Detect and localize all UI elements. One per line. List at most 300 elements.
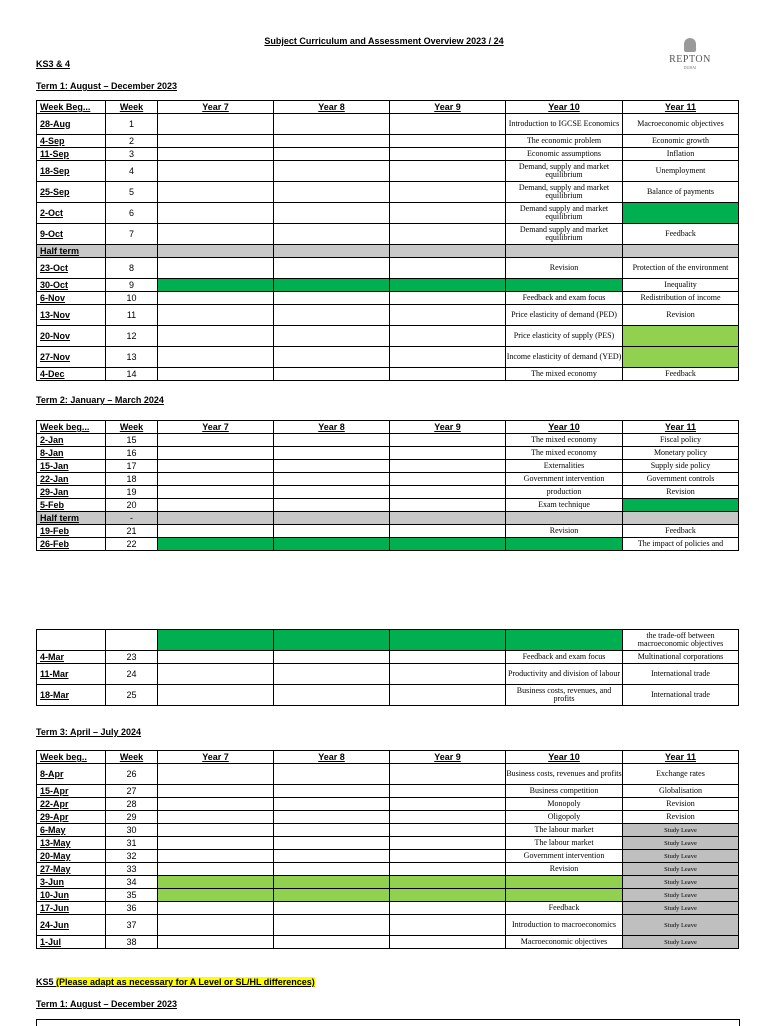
year10-cell: The mixed economy (506, 368, 623, 381)
year7-cell (158, 525, 274, 538)
header-week-beg: Week beg.. (37, 751, 106, 764)
week-date: 8-Apr (37, 764, 106, 785)
week-number: 11 (106, 305, 158, 326)
year7-cell (158, 685, 274, 706)
year9-cell (390, 798, 506, 811)
week-number: 35 (106, 889, 158, 902)
year10-cell: Revision (506, 525, 623, 538)
table-row (37, 889, 739, 902)
year7-cell (158, 224, 274, 245)
year9-cell (390, 824, 506, 837)
header-year10: Year 10 (506, 101, 623, 114)
year10-cell (506, 245, 623, 258)
term3-heading: Term 3: April – July 2024 (36, 727, 142, 737)
week-number: 1 (106, 114, 158, 135)
year11-cell: Globalisation (623, 785, 739, 798)
table-row (37, 764, 739, 785)
year8-cell (274, 368, 390, 381)
year8-cell (274, 798, 390, 811)
year10-cell: Demand, supply and market equilibrium (506, 182, 623, 203)
table-row (37, 824, 739, 837)
week-number: 22 (106, 538, 158, 551)
week-date: 6-May (37, 824, 106, 837)
week-date: 23-Oct (37, 258, 106, 279)
table-row (37, 651, 739, 664)
year9-cell (390, 434, 506, 447)
table-row (37, 203, 739, 224)
week-number: 19 (106, 486, 158, 499)
table-row (37, 305, 739, 326)
year11-cell: Fiscal policy (623, 434, 739, 447)
year11-cell: Study Leave (623, 863, 739, 876)
year10-cell: Income elasticity of demand (YED) (506, 347, 623, 368)
year11-cell: The impact of policies and (623, 538, 739, 551)
year7-cell (158, 135, 274, 148)
year10-cell: Monopoly (506, 798, 623, 811)
week-number: 17 (106, 460, 158, 473)
year10-cell: Government intervention (506, 473, 623, 486)
year8-cell (274, 850, 390, 863)
table-row (37, 837, 739, 850)
year8-cell (274, 902, 390, 915)
table-row (37, 850, 739, 863)
week-date: 24-Jun (37, 915, 106, 936)
year10-cell: Business costs, revenues and profits (506, 764, 623, 785)
week-date: 18-Sep (37, 161, 106, 182)
week-number: - (106, 512, 158, 525)
header-week-beg: Week beg... (37, 421, 106, 434)
week-number: 27 (106, 785, 158, 798)
year10-cell: Revision (506, 863, 623, 876)
week-number: 37 (106, 915, 158, 936)
year7-cell (158, 889, 274, 902)
year8-cell (274, 460, 390, 473)
year7-cell (158, 161, 274, 182)
week-number: 16 (106, 447, 158, 460)
week-number: 26 (106, 764, 158, 785)
year9-cell (390, 326, 506, 347)
year8-cell (274, 258, 390, 279)
week-number: 24 (106, 664, 158, 685)
year11-cell: Study Leave (623, 824, 739, 837)
header-year11: Year 11 (623, 751, 739, 764)
week-date: 22-Jan (37, 473, 106, 486)
year9-cell (390, 512, 506, 525)
year8-cell (274, 685, 390, 706)
table-row (37, 785, 739, 798)
year7-cell (158, 182, 274, 203)
week-number: 34 (106, 876, 158, 889)
year7-cell (158, 434, 274, 447)
year10-cell: The mixed economy (506, 434, 623, 447)
year9-cell (390, 785, 506, 798)
table-row (37, 368, 739, 381)
year10-cell: The economic problem (506, 135, 623, 148)
header-year10: Year 10 (506, 421, 623, 434)
year8-cell (274, 292, 390, 305)
year9-cell (390, 630, 506, 651)
year8-cell (274, 148, 390, 161)
year8-cell (274, 664, 390, 685)
year8-cell (274, 182, 390, 203)
week-date: 17-Jun (37, 902, 106, 915)
week-date: 2-Oct (37, 203, 106, 224)
week-date: 27-Nov (37, 347, 106, 368)
logo-subtitle: DUBAI (683, 65, 697, 70)
year7-cell (158, 486, 274, 499)
table-row (37, 811, 739, 824)
week-number: 25 (106, 685, 158, 706)
table-row (37, 447, 739, 460)
header-year11: Year 11 (623, 421, 739, 434)
table-row (37, 292, 739, 305)
year9-cell (390, 473, 506, 486)
year10-cell: Price elasticity of supply (PES) (506, 326, 623, 347)
year8-cell (274, 434, 390, 447)
year10-cell: Introduction to macroeconomics (506, 915, 623, 936)
year8-cell (274, 651, 390, 664)
year10-cell (506, 889, 623, 902)
year7-cell (158, 305, 274, 326)
year9-cell (390, 850, 506, 863)
week-date: 15-Jan (37, 460, 106, 473)
table-row (37, 876, 739, 889)
year8-cell (274, 863, 390, 876)
week-number: 28 (106, 798, 158, 811)
week-date: 4-Dec (37, 368, 106, 381)
ks5-note: (Please adapt as necessary for A Level or SL/HL differences) (56, 977, 315, 987)
table-row (37, 538, 739, 551)
table-row (37, 460, 739, 473)
year11-cell (623, 245, 739, 258)
year9-cell (390, 876, 506, 889)
year11-cell (623, 203, 739, 224)
year8-cell (274, 824, 390, 837)
year10-cell: Introduction to IGCSE Economics (506, 114, 623, 135)
week-date: 15-Apr (37, 785, 106, 798)
year10-cell: Exam technique (506, 499, 623, 512)
year10-cell: Price elasticity of demand (PED) (506, 305, 623, 326)
year10-cell: Externalities (506, 460, 623, 473)
half-term-row (37, 245, 739, 258)
year7-cell (158, 764, 274, 785)
year9-cell (390, 292, 506, 305)
week-date: 18-Mar (37, 685, 106, 706)
week-date: 6-Nov (37, 292, 106, 305)
year7-cell (158, 279, 274, 292)
year11-cell: Revision (623, 798, 739, 811)
year11-cell: Protection of the environment (623, 258, 739, 279)
year7-cell (158, 798, 274, 811)
table-row (37, 161, 739, 182)
year10-cell (506, 512, 623, 525)
year9-cell (390, 258, 506, 279)
week-number: 23 (106, 651, 158, 664)
header-year11: Year 11 (623, 101, 739, 114)
week-date: 11-Sep (37, 148, 106, 161)
year9-cell (390, 863, 506, 876)
school-logo (668, 38, 712, 70)
week-date: Half term (37, 512, 106, 525)
week-number: 12 (106, 326, 158, 347)
year10-cell (506, 876, 623, 889)
year7-cell (158, 863, 274, 876)
year10-cell: Feedback (506, 902, 623, 915)
year8-cell (274, 764, 390, 785)
year11-cell: International trade (623, 664, 739, 685)
week-number: 10 (106, 292, 158, 305)
year8-cell (274, 915, 390, 936)
year10-cell: Demand supply and market equilibrium (506, 224, 623, 245)
week-number: 18 (106, 473, 158, 486)
year9-cell (390, 161, 506, 182)
table-row (37, 347, 739, 368)
year11-cell: Government controls (623, 473, 739, 486)
year11-cell: International trade (623, 685, 739, 706)
year11-cell: Balance of payments (623, 182, 739, 203)
week-number: 33 (106, 863, 158, 876)
table-row (37, 902, 739, 915)
week-number: 15 (106, 434, 158, 447)
table-header-row (37, 421, 739, 434)
week-date: 2-Jan (37, 434, 106, 447)
year7-cell (158, 824, 274, 837)
year11-cell: Study Leave (623, 876, 739, 889)
header-week: Week (106, 421, 158, 434)
week-number (106, 245, 158, 258)
week-date: 8-Jan (37, 447, 106, 460)
year8-cell (274, 936, 390, 949)
year10-cell: The labour market (506, 824, 623, 837)
year11-cell: Redistribution of income (623, 292, 739, 305)
year7-cell (158, 876, 274, 889)
header-week: Week (106, 101, 158, 114)
year11-cell: the trade-off between macroeconomic objectives (623, 630, 739, 651)
year7-cell (158, 148, 274, 161)
year10-cell (506, 279, 623, 292)
year9-cell (390, 305, 506, 326)
logo-name: REPTON (669, 54, 711, 65)
half-term-row (37, 512, 739, 525)
year11-cell: Study Leave (623, 889, 739, 902)
header-year10: Year 10 (506, 751, 623, 764)
header-year9: Year 9 (390, 751, 506, 764)
year11-cell: Feedback (623, 525, 739, 538)
year8-cell (274, 525, 390, 538)
year7-cell (158, 630, 274, 651)
week-number: 2 (106, 135, 158, 148)
year7-cell (158, 114, 274, 135)
week-date: 11-Mar (37, 664, 106, 685)
year7-cell (158, 460, 274, 473)
header-year7: Year 7 (158, 101, 274, 114)
year11-cell: Revision (623, 486, 739, 499)
year10-cell: The mixed economy (506, 447, 623, 460)
year10-cell (506, 538, 623, 551)
year7-cell (158, 811, 274, 824)
ks34-heading: KS3 & 4 (36, 59, 71, 69)
year11-cell: Study Leave (623, 915, 739, 936)
week-date: 13-May (37, 837, 106, 850)
year7-cell (158, 473, 274, 486)
year9-cell (390, 279, 506, 292)
year7-cell (158, 538, 274, 551)
year7-cell (158, 499, 274, 512)
week-date: 20-Nov (37, 326, 106, 347)
table-row (37, 434, 739, 447)
table-row (37, 182, 739, 203)
week-date: 4-Sep (37, 135, 106, 148)
year9-cell (390, 837, 506, 850)
week-number: 8 (106, 258, 158, 279)
year9-cell (390, 764, 506, 785)
ks5-term1-heading: Term 1: August – December 2023 (36, 999, 178, 1009)
year9-cell (390, 135, 506, 148)
year8-cell (274, 203, 390, 224)
year9-cell (390, 811, 506, 824)
table-row (37, 685, 739, 706)
table-row (37, 486, 739, 499)
year8-cell (274, 224, 390, 245)
week-number: 5 (106, 182, 158, 203)
year7-cell (158, 651, 274, 664)
term3-table (36, 750, 739, 949)
year11-cell: Study Leave (623, 936, 739, 949)
week-number: 20 (106, 499, 158, 512)
crest-icon (684, 38, 696, 52)
week-number: 38 (106, 936, 158, 949)
week-date: 25-Sep (37, 182, 106, 203)
year9-cell (390, 936, 506, 949)
year10-cell: Revision (506, 258, 623, 279)
year9-cell (390, 245, 506, 258)
year10-cell: Demand, supply and market equilibrium (506, 161, 623, 182)
year11-cell (623, 512, 739, 525)
week-date: 27-May (37, 863, 106, 876)
week-date: 1-Jul (37, 936, 106, 949)
year8-cell (274, 279, 390, 292)
year7-cell (158, 664, 274, 685)
table-row (37, 499, 739, 512)
year11-cell: Inflation (623, 148, 739, 161)
year10-cell: The labour market (506, 837, 623, 850)
year9-cell (390, 224, 506, 245)
year9-cell (390, 486, 506, 499)
year10-cell: Feedback and exam focus (506, 292, 623, 305)
year9-cell (390, 460, 506, 473)
header-year7: Year 7 (158, 421, 274, 434)
year11-cell: Study Leave (623, 850, 739, 863)
table-row (37, 630, 739, 651)
year11-cell: Feedback (623, 224, 739, 245)
table-row (37, 664, 739, 685)
table-row (37, 224, 739, 245)
year9-cell (390, 651, 506, 664)
year11-cell: Revision (623, 305, 739, 326)
year7-cell (158, 837, 274, 850)
year11-cell (623, 347, 739, 368)
year7-cell (158, 368, 274, 381)
table-row (37, 114, 739, 135)
year7-cell (158, 258, 274, 279)
week-number: 14 (106, 368, 158, 381)
year8-cell (274, 326, 390, 347)
table-row (37, 473, 739, 486)
year8-cell (274, 347, 390, 368)
year7-cell (158, 326, 274, 347)
year7-cell (158, 915, 274, 936)
week-date: 29-Apr (37, 811, 106, 824)
year9-cell (390, 148, 506, 161)
week-date: 26-Feb (37, 538, 106, 551)
table-row (37, 863, 739, 876)
year10-cell: Economic assumptions (506, 148, 623, 161)
year10-cell: Government intervention (506, 850, 623, 863)
year9-cell (390, 347, 506, 368)
year11-cell: Economic growth (623, 135, 739, 148)
week-date: 13-Nov (37, 305, 106, 326)
year11-cell (623, 326, 739, 347)
year7-cell (158, 347, 274, 368)
year11-cell: Exchange rates (623, 764, 739, 785)
week-date: 5-Feb (37, 499, 106, 512)
year9-cell (390, 114, 506, 135)
table-row (37, 936, 739, 949)
year11-cell: Monetary policy (623, 447, 739, 460)
week-number (106, 630, 158, 651)
week-number: 21 (106, 525, 158, 538)
week-number: 9 (106, 279, 158, 292)
week-date (37, 630, 106, 651)
year7-cell (158, 785, 274, 798)
year7-cell (158, 292, 274, 305)
week-date: 9-Oct (37, 224, 106, 245)
document-title: Subject Curriculum and Assessment Overview 2023 / 24 (264, 36, 504, 46)
year9-cell (390, 203, 506, 224)
term2-heading: Term 2: January – March 2024 (36, 395, 164, 405)
year11-cell: Study Leave (623, 902, 739, 915)
header-year8: Year 8 (274, 421, 390, 434)
week-date: 28-Aug (37, 114, 106, 135)
year8-cell (274, 305, 390, 326)
year9-cell (390, 525, 506, 538)
year7-cell (158, 203, 274, 224)
year7-cell (158, 512, 274, 525)
week-date: 20-May (37, 850, 106, 863)
year10-cell: Oligopoly (506, 811, 623, 824)
year11-cell: Macroeconomic objectives (623, 114, 739, 135)
term2-table (36, 420, 739, 551)
year8-cell (274, 447, 390, 460)
table-row (37, 798, 739, 811)
year11-cell: Supply side policy (623, 460, 739, 473)
header-year8: Year 8 (274, 101, 390, 114)
year8-cell (274, 889, 390, 902)
week-number: 36 (106, 902, 158, 915)
year8-cell (274, 630, 390, 651)
header-week: Week (106, 751, 158, 764)
table-row (37, 915, 739, 936)
table-row (37, 279, 739, 292)
year9-cell (390, 902, 506, 915)
year9-cell (390, 664, 506, 685)
header-year8: Year 8 (274, 751, 390, 764)
year11-cell: Study Leave (623, 837, 739, 850)
year11-cell (623, 499, 739, 512)
table-row (37, 135, 739, 148)
year10-cell: Macroeconomic objectives (506, 936, 623, 949)
week-date: Half term (37, 245, 106, 258)
